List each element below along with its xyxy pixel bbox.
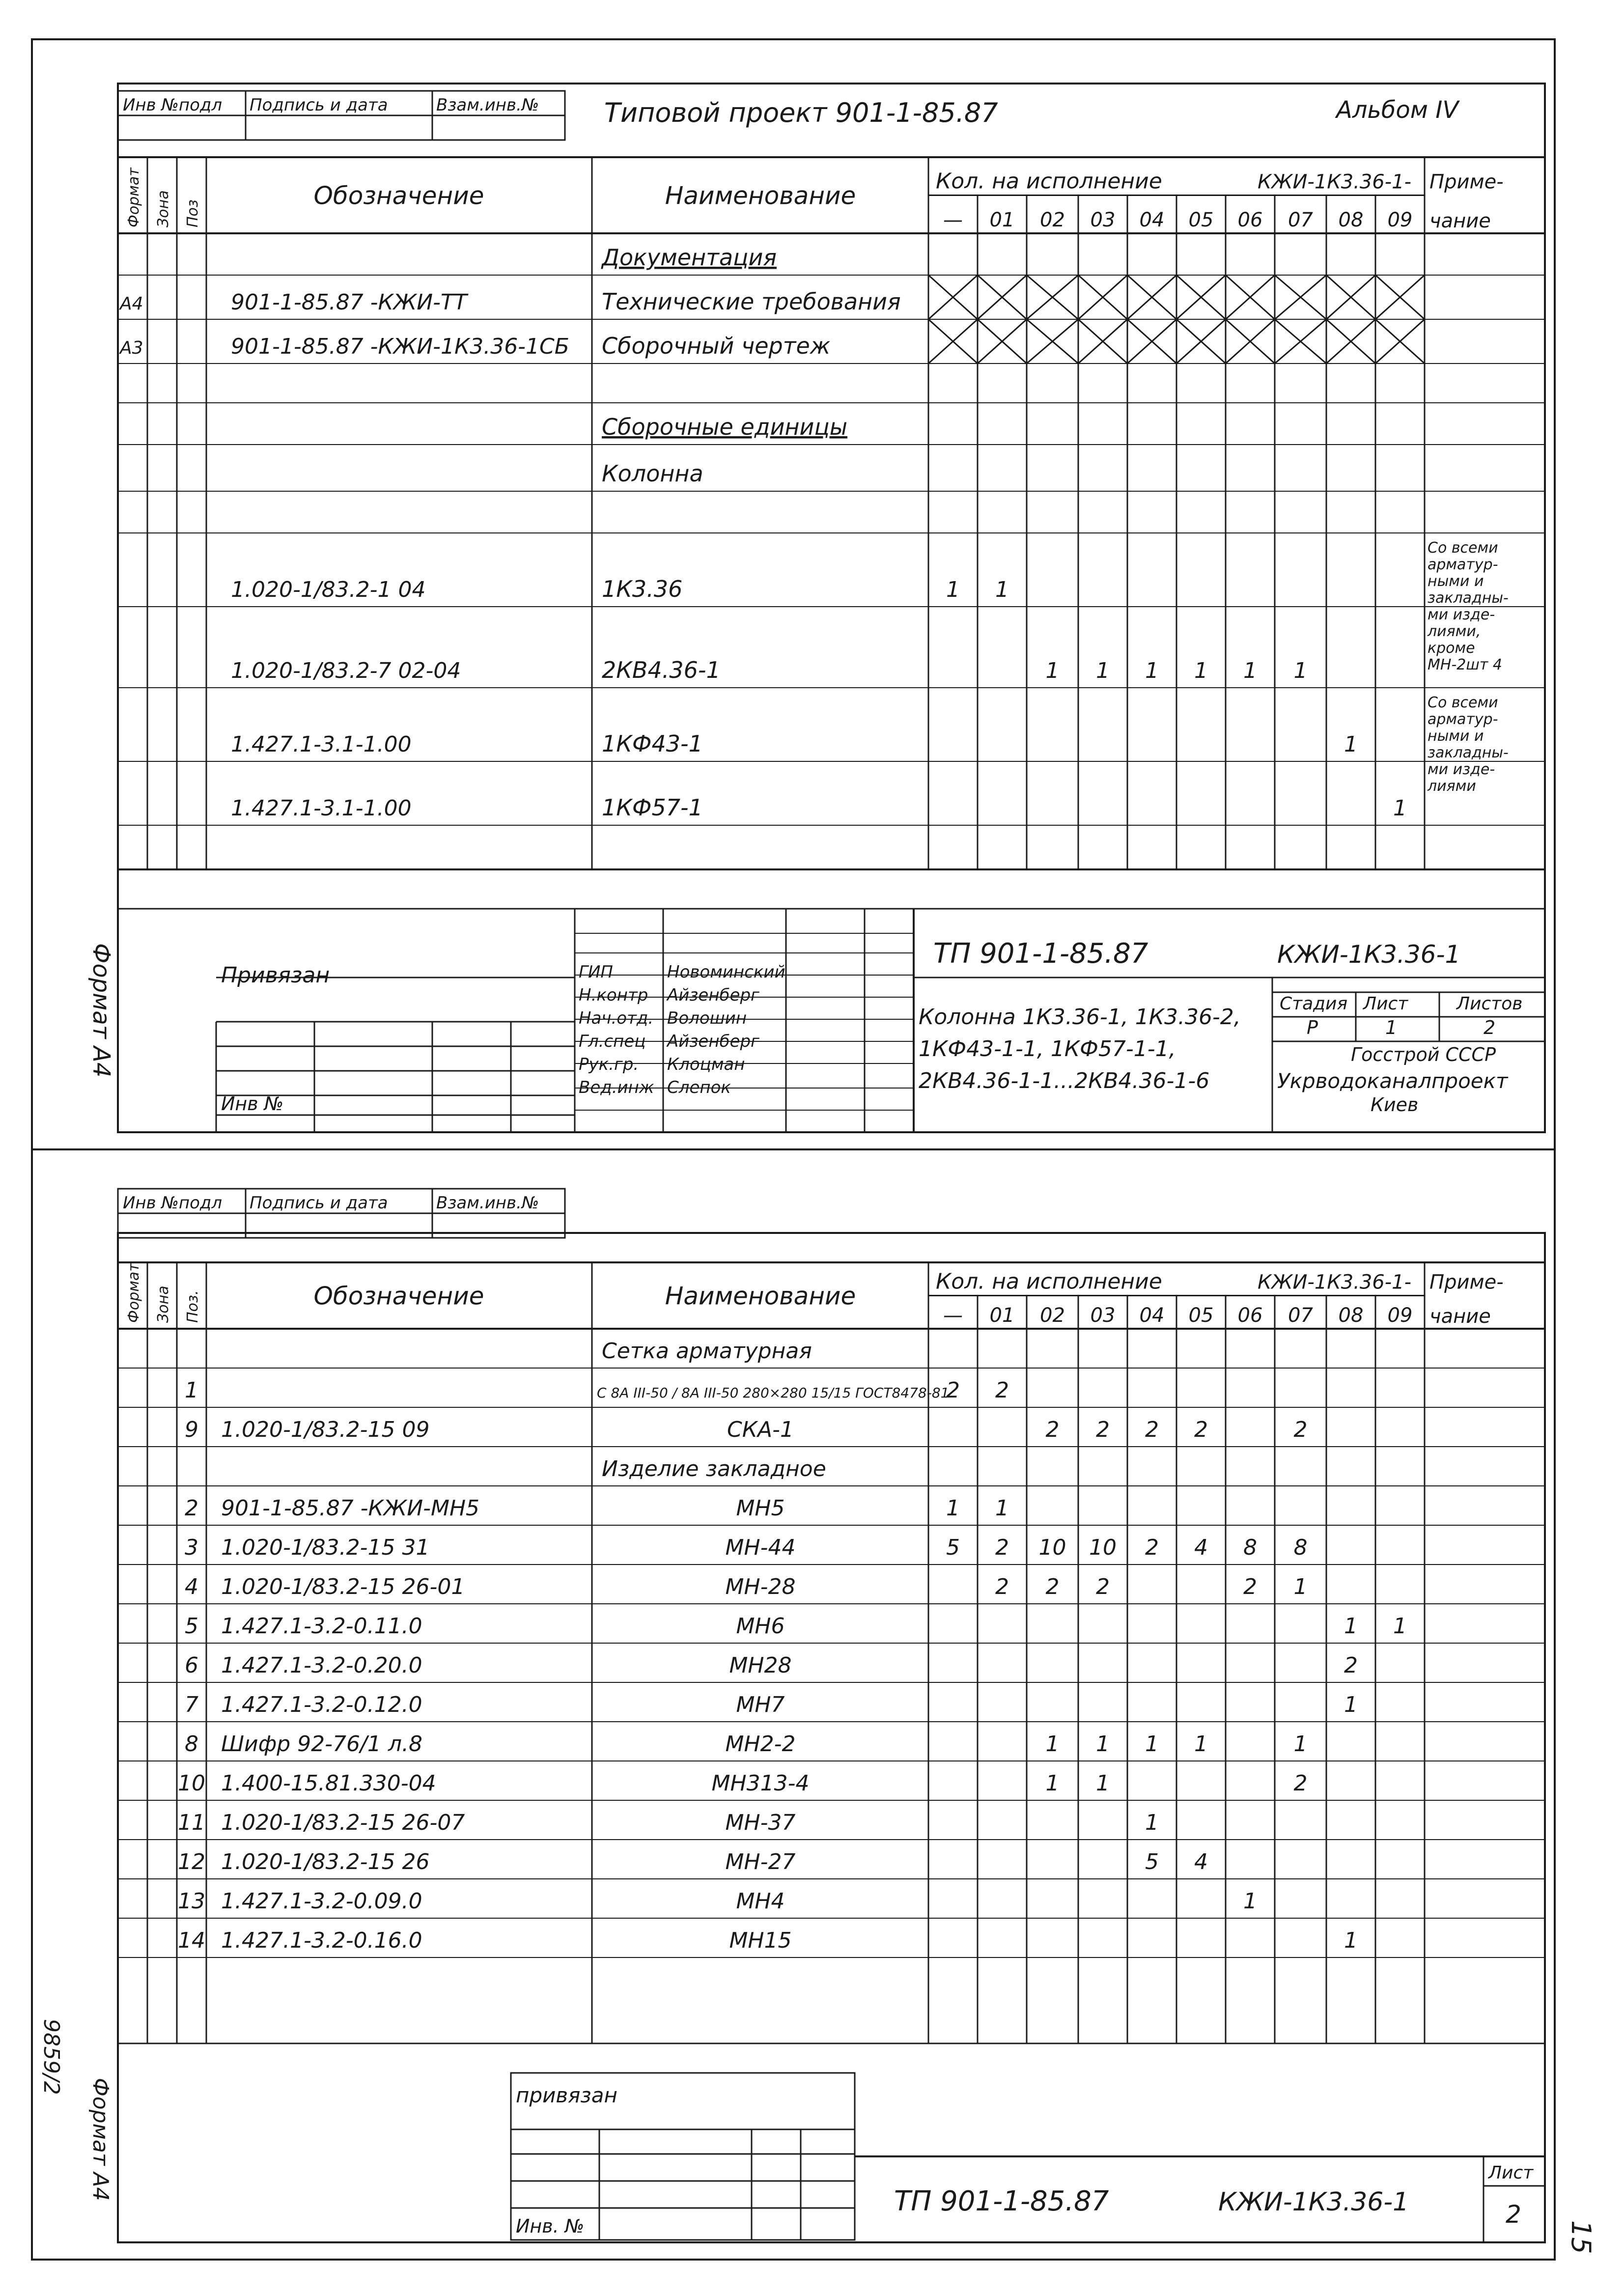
row-pos: 1 <box>185 1378 198 1403</box>
header-exec-3: 03 <box>1090 209 1116 231</box>
row-qty-3: 1 <box>1096 1771 1110 1796</box>
note-line: Со всеми <box>1428 539 1498 557</box>
row-qty-4: 1 <box>1145 1810 1159 1835</box>
row-name: 1КФ57-1 <box>602 794 703 821</box>
note-line: Со всеми <box>1428 694 1498 711</box>
row-qty-3: 1 <box>1096 658 1110 683</box>
row-qty-7: 8 <box>1293 1535 1308 1560</box>
header-exec-3: 03 <box>1090 1304 1116 1327</box>
row-qty-8: 1 <box>1344 1928 1358 1953</box>
header-exec-0: — <box>943 1304 963 1327</box>
row-name: МН28 <box>729 1653 792 1678</box>
header-pos: Поз. <box>184 1290 201 1323</box>
note-line: лиями, <box>1428 623 1481 640</box>
row-designation: 1.020-1/83.2-15 31 <box>221 1535 430 1560</box>
row-qty-4: 2 <box>1145 1417 1159 1442</box>
row-name: 1КФ43-1 <box>602 730 703 757</box>
row-pos: 13 <box>178 1889 205 1914</box>
row-qty-8: 2 <box>1344 1653 1358 1678</box>
row-qty-4: 1 <box>1145 1732 1159 1757</box>
header-exec-1: 01 <box>989 209 1015 231</box>
row-qty-2: 1 <box>1045 1771 1060 1796</box>
note-line: закладны- <box>1428 744 1509 761</box>
sheet2-spec-table <box>118 1262 1545 2043</box>
row-name: Колонна <box>602 460 703 487</box>
row-name: МН7 <box>736 1692 785 1717</box>
sheet2-cells <box>125 1262 1504 1953</box>
signer-4: Клоцман <box>667 1055 745 1074</box>
sheet2-title-block <box>118 2043 1545 2242</box>
signer-0: Новоминский <box>667 962 785 982</box>
header-exec-2: 02 <box>1040 209 1065 231</box>
sheet1-sheet-header: Лист <box>1363 994 1408 1014</box>
header-note: Приме- <box>1429 1271 1504 1294</box>
row-qty-8: 1 <box>1344 1614 1358 1639</box>
row-name: Сборочный чертеж <box>602 333 831 359</box>
row-qty-3: 2 <box>1096 1417 1110 1442</box>
sheet2-code: ТП 901-1-85.87 <box>894 2185 1109 2217</box>
row-pos: 2 <box>185 1496 198 1521</box>
row-designation: 901-1-85.87 -КЖИ-1К3.36-1СБ <box>231 334 569 359</box>
row-qty-5: 4 <box>1194 1849 1208 1874</box>
row-name: МН4 <box>736 1889 785 1914</box>
row-qty-0: 2 <box>946 1378 960 1403</box>
row-qty-6: 1 <box>1243 1889 1257 1914</box>
sheet1-stage-header: Стадия <box>1280 994 1348 1014</box>
row-qty-6: 2 <box>1243 1574 1257 1599</box>
row-qty-2: 2 <box>1045 1574 1060 1599</box>
sheet2-privyazan: привязан <box>516 2083 617 2107</box>
header-exec-9: 09 <box>1387 209 1413 231</box>
row-qty-9: 1 <box>1393 796 1407 821</box>
header-zone: Зона <box>155 1285 172 1323</box>
sheet1-title-line2: 1КФ43-1-1, 1КФ57-1-1, <box>919 1036 1176 1062</box>
row-designation: 1.020-1/83.2-15 26-07 <box>221 1810 465 1835</box>
header-exec-4: 04 <box>1139 1304 1165 1327</box>
row-qty-3: 2 <box>1096 1574 1110 1599</box>
row-qty-0: 1 <box>946 1496 960 1521</box>
sheet2-format-label: Формат А4 <box>88 2078 113 2201</box>
note-line: закладны- <box>1428 589 1509 607</box>
row-pos: 14 <box>178 1928 205 1953</box>
sheet1-privyazan: Привязан <box>221 963 330 988</box>
row-qty-4: 5 <box>1145 1849 1159 1874</box>
row-designation: 1.427.1-3.2-0.11.0 <box>221 1614 422 1639</box>
row-designation: 1.427.1-3.1-1.00 <box>231 732 412 757</box>
header-exec-5: 05 <box>1188 209 1214 231</box>
header-exec-4: 04 <box>1139 209 1165 231</box>
sheet1-format-label: Формат А4 <box>87 943 115 1078</box>
row-name: МН313-4 <box>711 1771 810 1796</box>
note-line: ми изде- <box>1428 761 1495 778</box>
row-qty-7: 1 <box>1293 1574 1308 1599</box>
row-pos: 11 <box>178 1810 205 1835</box>
role-4: Рук.гр. <box>579 1055 639 1074</box>
header-zone: Зона <box>155 190 172 227</box>
signer-1: Айзенберг <box>667 985 759 1005</box>
row-qty-9: 1 <box>1393 1614 1407 1639</box>
sheet1-org1: Госстрой СССР <box>1351 1044 1496 1065</box>
header-exec-8: 08 <box>1338 1304 1364 1327</box>
sheet1-stamp-inv: Инв №подл <box>123 95 223 115</box>
row-name: МН6 <box>736 1614 785 1639</box>
row-qty-8: 1 <box>1344 1692 1358 1717</box>
sheet2-stamp-replace: Взам.инв.№ <box>436 1193 539 1213</box>
row-qty-2: 10 <box>1038 1535 1066 1560</box>
row-name: С 8А III-50 / 8А III-50 280×280 15/15 ГОСТ8478-81 <box>597 1385 950 1401</box>
sheet1-spec-table <box>118 157 1545 869</box>
note-line: ми изде- <box>1428 606 1495 623</box>
sheet2-side-number: 9859/2 <box>39 2019 64 2095</box>
row-name: МН5 <box>736 1496 785 1521</box>
row-name: МН-28 <box>725 1574 796 1599</box>
row-pos: 12 <box>178 1849 205 1874</box>
row-name: МН-27 <box>725 1849 796 1874</box>
sheet2-sheet: 2 <box>1506 2200 1521 2229</box>
row-qty-1: 2 <box>995 1378 1009 1403</box>
note-line: ными и <box>1428 573 1484 590</box>
row-qty-7: 2 <box>1293 1417 1308 1442</box>
header-note-2: чание <box>1429 210 1491 232</box>
note-line: лиями <box>1428 778 1476 795</box>
row-name: Изделие закладное <box>602 1456 826 1481</box>
sheet1-org3: Киев <box>1371 1094 1419 1116</box>
row-qty-3: 1 <box>1096 1732 1110 1757</box>
row-designation: 1.020-1/83.2-7 02-04 <box>231 658 461 683</box>
row-qty-5: 4 <box>1194 1535 1208 1560</box>
row-pos: 8 <box>185 1732 198 1757</box>
signer-5: Слепок <box>667 1078 731 1097</box>
sheet1-sheet: 1 <box>1385 1017 1398 1038</box>
row-qty-5: 1 <box>1194 1732 1208 1757</box>
row-qty-1: 2 <box>995 1574 1009 1599</box>
row-qty-3: 10 <box>1089 1535 1117 1560</box>
row-pos: 6 <box>185 1653 198 1678</box>
row-pos: 3 <box>185 1535 198 1560</box>
role-3: Гл.спец <box>579 1032 646 1051</box>
row-name: МН2-2 <box>725 1732 796 1757</box>
header-exec-0: — <box>943 209 963 231</box>
header-exec-8: 08 <box>1338 209 1364 231</box>
row-name: 2КВ4.36-1 <box>602 657 721 683</box>
note-line: арматур- <box>1428 711 1498 728</box>
sheet1-stamp <box>118 91 565 140</box>
row-qty-6: 8 <box>1243 1535 1257 1560</box>
row-name: МН-37 <box>725 1810 796 1835</box>
row-designation: 1.427.1-3.1-1.00 <box>231 796 412 821</box>
row-name: СКА-1 <box>727 1417 794 1442</box>
row-qty-1: 1 <box>995 1496 1009 1521</box>
header-exec-1: 01 <box>989 1304 1015 1327</box>
row-designation: 1.427.1-3.2-0.09.0 <box>221 1889 422 1914</box>
header-exec-2: 02 <box>1040 1304 1065 1327</box>
sheet1-sheets: 2 <box>1484 1017 1496 1038</box>
row-pos: 7 <box>185 1692 198 1717</box>
note-line: арматур- <box>1428 556 1498 573</box>
sheet1-sheets-header: Листов <box>1456 994 1523 1014</box>
row-qty-0: 5 <box>946 1535 960 1560</box>
header-qty: Кол. на исполнение <box>936 168 1162 194</box>
sheet1-doc: КЖИ-1К3.36-1 <box>1277 940 1461 969</box>
role-5: Вед.инж <box>579 1078 654 1097</box>
row-pos: 5 <box>185 1614 198 1639</box>
row-designation: 1.427.1-3.2-0.20.0 <box>221 1653 422 1678</box>
sheet1-title-line1: Колонна 1К3.36-1, 1К3.36-2, <box>919 1005 1241 1030</box>
header-format: Формат <box>125 168 142 227</box>
header-name: Наименование <box>665 181 856 210</box>
row-qty-5: 2 <box>1194 1417 1208 1442</box>
row-qty-5: 1 <box>1194 658 1208 683</box>
row-qty-8: 1 <box>1344 732 1358 757</box>
header-exec-7: 07 <box>1288 1304 1313 1327</box>
header-exec-6: 06 <box>1237 209 1263 231</box>
sheet1-stage: Р <box>1307 1017 1318 1038</box>
header-series: КЖИ-1К3.36-1- <box>1258 1271 1412 1294</box>
sheet1-stamp-replace: Взам.инв.№ <box>436 95 539 115</box>
header-note: Приме- <box>1429 170 1504 194</box>
row-format: А3 <box>120 338 143 358</box>
role-1: Н.контр <box>579 985 648 1005</box>
row-qty-4: 2 <box>1145 1535 1159 1560</box>
row-qty-2: 2 <box>1045 1417 1060 1442</box>
header-exec-9: 09 <box>1387 1304 1413 1327</box>
sheet1-grid <box>118 157 1545 869</box>
header-exec-7: 07 <box>1288 209 1313 231</box>
signer-2: Волошин <box>667 1008 747 1028</box>
row-qty-1: 1 <box>995 577 1009 602</box>
sheet2-stamp-inv: Инв №подл <box>123 1193 223 1213</box>
header-name: Наименование <box>665 1282 856 1311</box>
row-pos: 4 <box>185 1574 198 1599</box>
header-exec-6: 06 <box>1237 1304 1263 1327</box>
sheet2-inv-label: Инв. № <box>516 2215 585 2237</box>
sheet1-code: ТП 901-1-85.87 <box>933 938 1148 970</box>
note-line: МН-2шт 4 <box>1428 656 1502 673</box>
signer-3: Айзенберг <box>667 1032 759 1051</box>
row-name: 1К3.36 <box>602 576 683 602</box>
row-designation: 1.020-1/83.2-15 09 <box>221 1417 430 1442</box>
header-format: Формат <box>125 1263 142 1323</box>
header-designation: Обозначение <box>313 181 484 210</box>
note-line: кроме <box>1428 640 1475 657</box>
sheet1-stamp-sign: Подпись и дата <box>250 95 388 115</box>
sheet2-stamp <box>118 1189 565 1238</box>
sheet2-stamp-sign: Подпись и дата <box>250 1193 388 1213</box>
row-qty-2: 1 <box>1045 658 1060 683</box>
header-series: КЖИ-1К3.36-1- <box>1258 170 1412 194</box>
sheet1-project-title: Типовой проект 901-1-85.87 <box>604 97 998 128</box>
role-2: Нач.отд. <box>579 1008 654 1028</box>
row-pos: 9 <box>185 1417 198 1442</box>
row-qty-2: 1 <box>1045 1732 1060 1757</box>
row-name: МН15 <box>729 1928 792 1953</box>
row-designation: 1.427.1-3.2-0.12.0 <box>221 1692 422 1717</box>
sheet2-doc: КЖИ-1К3.36-1 <box>1218 2187 1409 2217</box>
sheet1-title-block <box>118 869 1545 1132</box>
header-note-2: чание <box>1429 1305 1491 1328</box>
sheet2-sheet-header: Лист <box>1488 2163 1534 2183</box>
row-name: МН-44 <box>725 1535 796 1560</box>
row-designation: 1.020-1/83.2-15 26 <box>221 1849 430 1874</box>
role-0: ГИП <box>579 962 613 982</box>
row-name: Технические требования <box>602 288 901 315</box>
row-designation: 1.400-15.81.330-04 <box>221 1771 436 1796</box>
sheet1-inv-label: Инв № <box>221 1093 284 1115</box>
row-qty-1: 2 <box>995 1535 1009 1560</box>
row-designation: Шифр 92-76/1 л.8 <box>221 1732 422 1757</box>
row-format: А4 <box>120 294 143 314</box>
row-designation: 901-1-85.87 -КЖИ-ТТ <box>231 290 467 315</box>
note-line: ными и <box>1428 727 1484 745</box>
page-number: 15 <box>1566 2220 1596 2254</box>
header-designation: Обозначение <box>313 1282 484 1311</box>
row-qty-0: 1 <box>946 577 960 602</box>
row-qty-7: 1 <box>1293 658 1308 683</box>
header-pos: Поз <box>184 199 201 227</box>
row-designation: 1.020-1/83.2-1 04 <box>231 577 426 602</box>
row-designation: 1.020-1/83.2-15 26-01 <box>221 1574 465 1599</box>
row-name: Документация <box>602 244 777 271</box>
header-qty: Кол. на исполнение <box>936 1269 1162 1294</box>
row-pos: 10 <box>178 1771 205 1796</box>
row-name: Сборочные единицы <box>602 414 848 440</box>
row-qty-7: 2 <box>1293 1771 1308 1796</box>
sheet1-album: Альбом IV <box>1336 96 1459 124</box>
header-exec-5: 05 <box>1188 1304 1214 1327</box>
row-name: Сетка арматурная <box>602 1339 812 1364</box>
row-designation: 1.427.1-3.2-0.16.0 <box>221 1928 422 1953</box>
row-designation: 901-1-85.87 -КЖИ-МН5 <box>221 1496 480 1521</box>
row-qty-4: 1 <box>1145 658 1159 683</box>
sheet1-org2: Укрводоканалпроект <box>1277 1069 1508 1093</box>
sheet1-title-line3: 2КВ4.36-1-1...2КВ4.36-1-6 <box>919 1068 1210 1093</box>
row-qty-6: 1 <box>1243 658 1257 683</box>
sheet1-cells <box>119 167 1509 821</box>
row-qty-7: 1 <box>1293 1732 1308 1757</box>
